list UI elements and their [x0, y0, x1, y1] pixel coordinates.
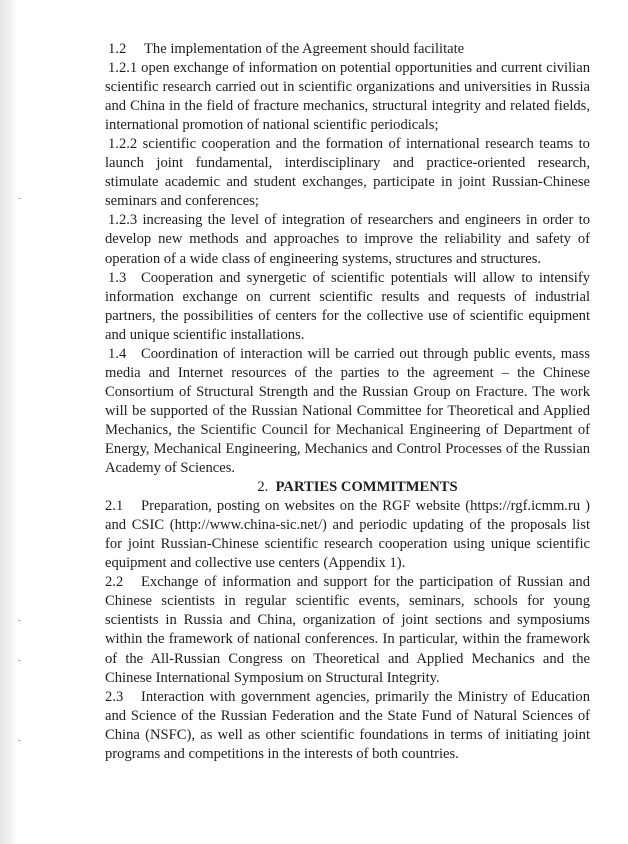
clause-1-4: [105, 345, 590, 478]
clause-text: Exchange of information and support for the participation of Russian and Chinese scientists in regular scientific events, seminars, schools for young scientists in Russia and China, organization of joint sections and symposiums within the framework of national conferences. In particular, within the framework of the All-Russian Congress on Theoretical and Applied Mechanics and the Chinese International Symposium on Structural Integrity.: [105, 574, 590, 686]
clause-2-2: [105, 573, 590, 687]
section-number: 2.: [257, 479, 269, 496]
document-page: [105, 40, 590, 764]
clause-text: Cooperation and synergetic of scientific potentials will allow to intensify information exchange on current scientific results and requests of industrial partners, the possibilities of centers for the collective use of scientific equipment and unique scientific installations.: [105, 269, 590, 343]
scan-edge-shadow: [0, 0, 16, 844]
scan-mark: [18, 660, 21, 661]
section-heading: [105, 478, 590, 497]
clause-1-2-1: [105, 59, 590, 135]
clause-number: 1.2.2: [108, 136, 138, 153]
clause-2-3: [105, 688, 590, 764]
clause-number: 2.2: [105, 574, 124, 591]
clause-text: Interaction with government agencies, primarily the Ministry of Education and Science of the Russian Federation and the State Fund of Natural Sciences of China (NSFC), as well as other scientific foundations in terms of initiating joint programs and competitions in the interests of both countries.: [105, 688, 590, 762]
scan-mark: [18, 620, 21, 621]
clause-1-3: [105, 269, 590, 345]
clause-number: 2.3: [105, 688, 124, 705]
clause-text: The implementation of the Agreement should facilitate: [144, 41, 465, 57]
clause-text: Coordination of interaction will be carried out through public events, mass media and Internet resources of the parties to the agreement – the Chinese Consortium of Structural Strength and the Russian Group on Fracture. The work will be supported of the Russian National Committee for Theoretical and Applied Mechanics, the Scientific Council for Mechanical Engineering of Department of Energy, Mechanical Engineering, Mechanics and Control Processes of the Russian Academy of Sciences.: [105, 345, 590, 477]
clause-number: 2.1: [105, 498, 124, 515]
clause-text: scientific cooperation and the formation of international research teams to launch joint fundamental, interdisciplinary and practice-oriented research, stimulate academic and student exchanges, participate in joint Russian-Chinese seminars and conferences;: [105, 136, 590, 210]
clause-text: Preparation, posting on websites on the RGF website (https://rgf.icmm.ru ) and CSIC (http://www.china-sic.net/) and periodic updating of the proposals list for joint Russian-Chinese scientific research cooperation using unique scientific equipment and collective use centers (Appendix 1).: [105, 498, 590, 572]
clause-number: 1.2.1: [108, 60, 138, 77]
clause-number: 1.2.3: [108, 212, 138, 229]
section-title: PARTIES COMMITMENTS: [275, 479, 458, 496]
clause-text: increasing the level of integration of researchers and engineers in order to develop new methods and approaches to improve the reliability and safety of operation of a wide class of engineering systems, structures and structures.: [105, 212, 590, 267]
scan-mark: [18, 740, 21, 741]
clause-1-2-2: [105, 135, 590, 211]
clause-number: 1.4: [108, 345, 127, 362]
clause-2-1: [105, 497, 590, 573]
clause-number: 1.3: [108, 269, 127, 286]
clause-1-2-3: [105, 211, 590, 268]
clause-text: open exchange of information on potential opportunities and current civilian scientific research carried out in scientific organizations and universities in Russia and China in the field of fracture mechanics, structural integrity and related fields, international promotion of national scientific periodicals;: [105, 60, 590, 134]
clause-number: 1.2: [108, 41, 127, 57]
scan-mark: [18, 198, 21, 199]
clause-1-2: [105, 40, 590, 59]
